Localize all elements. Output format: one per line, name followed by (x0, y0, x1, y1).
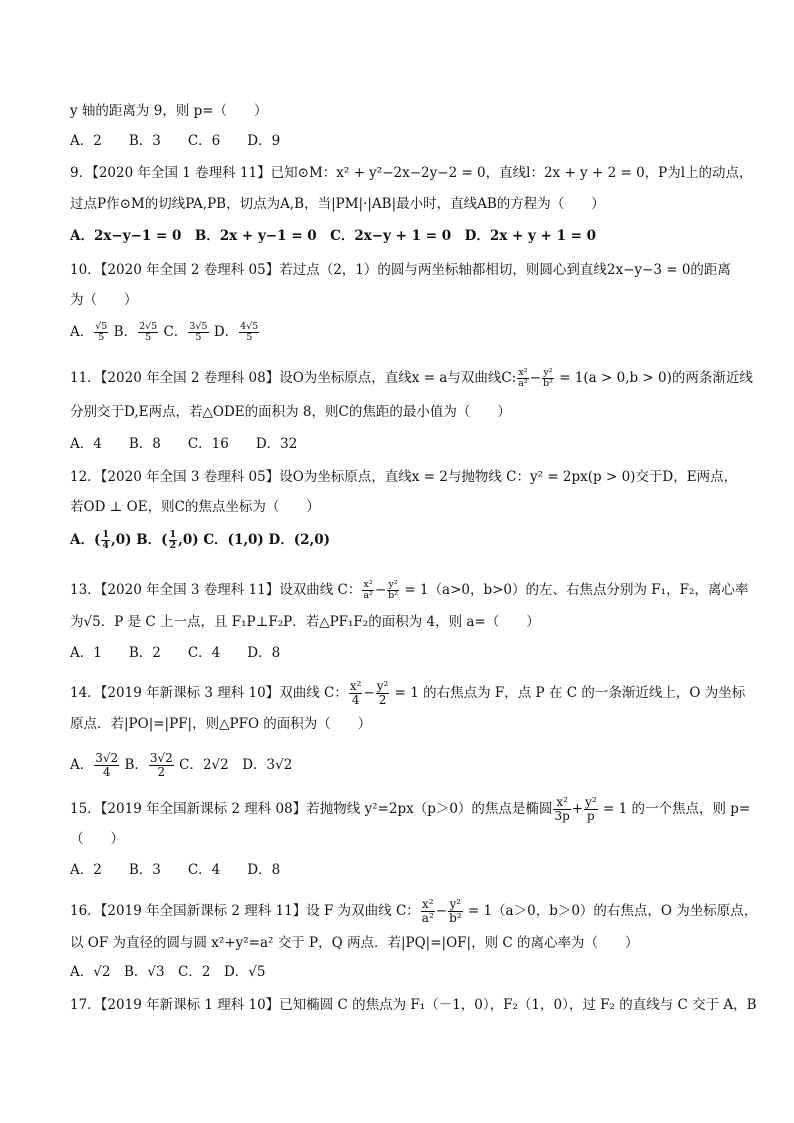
q11-stem-a: 11．【2020 年全国 2 卷理科 08】设O为坐标原点，直线x = a与双曲线C: (70, 370, 517, 386)
q10-stem-line2: 为（ ） (70, 292, 138, 308)
q15-frac-y: $\frac{\text{y²}}{p}$ (585, 795, 597, 823)
q14-options (70, 752, 740, 779)
option-label: D． (213, 324, 239, 340)
q14-options-cd: C．2√2 D．3√2 (179, 757, 293, 773)
q14-frac-y: $\frac{\text{y²}}{2}$ (376, 679, 389, 707)
q14-stem: 14．【2019 年新课标 3 理科 10】双曲线 C： $\frac{\text{x²}}{4}$ − $\frac{\text{y²}}{2}$ = 1 的右焦点为 F，点 P 在 C 的一条渐近线上，O 为坐标 (70, 679, 746, 707)
q13-stem-line2: 为√5．P 是 C 上一点，且 F₁P⊥F₂P．若△PF₁F₂的面积为 4，则 a=（ ） (70, 614, 540, 630)
q14-frac-x: $\frac{\text{x²}}{4}$ (349, 679, 362, 707)
q10-option-d: $\frac{4√5}{5}$ (240, 321, 259, 343)
q12-options-cd: C．(1,0) D．(2,0) (203, 532, 330, 548)
q10-option-b: $\frac{2√5}{5}$ (139, 321, 158, 343)
option-label: A． (70, 757, 94, 773)
q17-stem: 17．【2019 年新课标 1 理科 10】已知椭圆 C 的焦点为 F₁（－1，0），F₂（1，0），过 F₂ 的直线与 C 交于 A，B (70, 997, 757, 1013)
q15-stem-a: 15．【2019 年全国新课标 2 理科 08】若抛物线 y²=2px（p＞0）的焦点是椭圆 (70, 801, 553, 817)
option-label: A． (70, 324, 94, 340)
q11-stem-b: = 1(a > 0,b > 0)的两条渐近线 (554, 370, 753, 386)
q15-stem: 15．【2019 年全国新课标 2 理科 08】若抛物线 y²=2px（p＞0）的焦点是椭圆 $\frac{\text{x²}}{3p}$ + $\frac{\text{y²}}{p}$ = 1 的一个焦点，则 p= (70, 795, 751, 823)
q11-stem: 11．【2020 年全国 2 卷理科 08】设O为坐标原点，直线x = a与双曲线C: $\frac{\text{x²}}{\text{a²}}$ − $\frac{\text{y²}}{\text{b²}}$ = 1(a > 0,b > 0)的两条渐近线 (70, 367, 753, 389)
option-label: B． (136, 532, 162, 548)
option-label: B． (124, 757, 148, 773)
q14-option-a: $\frac{3√2}{4}$ (95, 751, 119, 779)
q11-options: A．4 B．8 C．16 D．32 (70, 436, 298, 452)
q10-options (70, 322, 740, 343)
option-label: B． (113, 324, 138, 340)
q13-frac-y: $\frac{\text{y²}}{\text{b²}}$ (388, 579, 399, 601)
q16-stem: 16．【2019 年全国新课标 2 理科 11】设 F 为双曲线 C： $\frac{\text{x²}}{\text{a²}}$ − $\frac{\text{y²}}{\text{b²}}$ = 1（a＞0，b＞0）的右焦点，O 为坐标原点， (70, 897, 758, 925)
q12-stem-line2: 若OD ⊥ OE，则C的焦点坐标为（ ） (70, 499, 320, 515)
q10-option-a: $\frac{√5}{5}$ (95, 321, 108, 343)
q13-options: A．1 B．2 C．4 D．8 (70, 645, 281, 661)
q11-frac-y: $\frac{\text{y²}}{\text{b²}}$ (543, 367, 553, 389)
q9-stem-line2: 过点P作⊙M的切线PA,PB，切点为A,B，当|PM|·|AB|最小时，直线AB的方程为（ ） (70, 196, 605, 212)
q9-options: A．2x−y−1 = 0 B．2x + y−1 = 0 C．2x−y + 1 = 0 D．2x + y + 1 = 0 (70, 228, 597, 244)
option-label: C． (163, 324, 188, 340)
q11-stem-line2: 分别交于D,E两点，若△ODE的面积为 8，则C的焦距的最小值为（ ） (70, 404, 511, 420)
q12-option-a: $\frac{1}{4}$ (102, 529, 109, 551)
q9-stem: 9．【2020 年全国 1 卷理科 11】已知⊙M：x² + y²−2x−2y−2 = 0，直线l：2x + y + 2 = 0，P为l上的动点， (70, 165, 753, 181)
q15-stem-b: = 1 的一个焦点，则 p= (598, 801, 751, 817)
q13-stem-a: 13．【2020 年全国 3 卷理科 11】设双曲线 C： (70, 582, 362, 598)
q10-option-c: $\frac{3√5}{5}$ (189, 321, 208, 343)
q14-stem-a: 14．【2019 年新课标 3 理科 10】双曲线 C： (70, 685, 348, 701)
q16-stem-b: = 1（a＞0，b＞0）的右焦点，O 为坐标原点， (463, 903, 758, 919)
q13-frac-x: $\frac{\text{x²}}{\text{a²}}$ (363, 579, 373, 601)
q12-options: A．( $\frac{1}{4}$ ,0) B．( $\frac{1}{2}$ ,0) C．(1,0) D．(2,0) (70, 529, 330, 551)
q8-options: A．2 B．3 C．6 D．9 (70, 133, 281, 149)
option-label: A． (70, 532, 94, 548)
q16-stem-a: 16．【2019 年全国新课标 2 理科 11】设 F 为双曲线 C： (70, 903, 420, 919)
q15-stem-line2: （ ） (70, 831, 124, 847)
q14-stem-b: = 1 的右焦点为 F，点 P 在 C 的一条渐近线上，O 为坐标 (390, 685, 746, 701)
q14-option-b: $\frac{3√2}{2}$ (149, 751, 173, 779)
q10-stem: 10．【2020 年全国 2 卷理科 05】若过点（2，1）的圆与两坐标轴都相切，则圆心到直线2x−y−3 = 0的距离 (70, 262, 731, 278)
q13-stem: 13．【2020 年全国 3 卷理科 11】设双曲线 C： $\frac{\text{x²}}{\text{a²}}$ − $\frac{\text{y²}}{\text{b²}}$ = 1（a>0，b>0）的左、右焦点分别为 F₁，F₂，离心率 (70, 579, 749, 601)
q11-frac-x: $\frac{\text{x²}}{\text{a²}}$ (518, 367, 528, 389)
q12-option-b: $\frac{1}{2}$ (169, 529, 177, 551)
q12-stem: 12．【2020 年全国 3 卷理科 05】设O为坐标原点，直线x = 2与抛物线 C：y² = 2px(p > 0)交于D，E两点， (70, 469, 738, 485)
q13-stem-b: = 1（a>0，b>0）的左、右焦点分别为 F₁，F₂，离心率 (400, 582, 749, 598)
q16-options: A．√2 B．√3 C．2 D．√5 (70, 964, 266, 980)
q8-continuation: y 轴的距离为 9，则 p=（ ） (70, 103, 268, 119)
q16-frac-x: $\frac{\text{x²}}{\text{a²}}$ (421, 897, 434, 925)
q16-stem-line2: 以 OF 为直径的圆与圆 x²+y²=a² 交于 P，Q 两点．若|PQ|=|OF|，则 C 的离心率为（ ） (70, 935, 639, 951)
q16-frac-y: $\frac{\text{y²}}{\text{b²}}$ (449, 897, 462, 925)
q15-frac-x: $\frac{\text{x²}}{3p}$ (554, 795, 570, 823)
q15-options: A．2 B．3 C．4 D．8 (70, 862, 281, 878)
q14-stem-line2: 原点．若|PO|=|PF|，则△PFO 的面积为（ ） (70, 716, 372, 732)
